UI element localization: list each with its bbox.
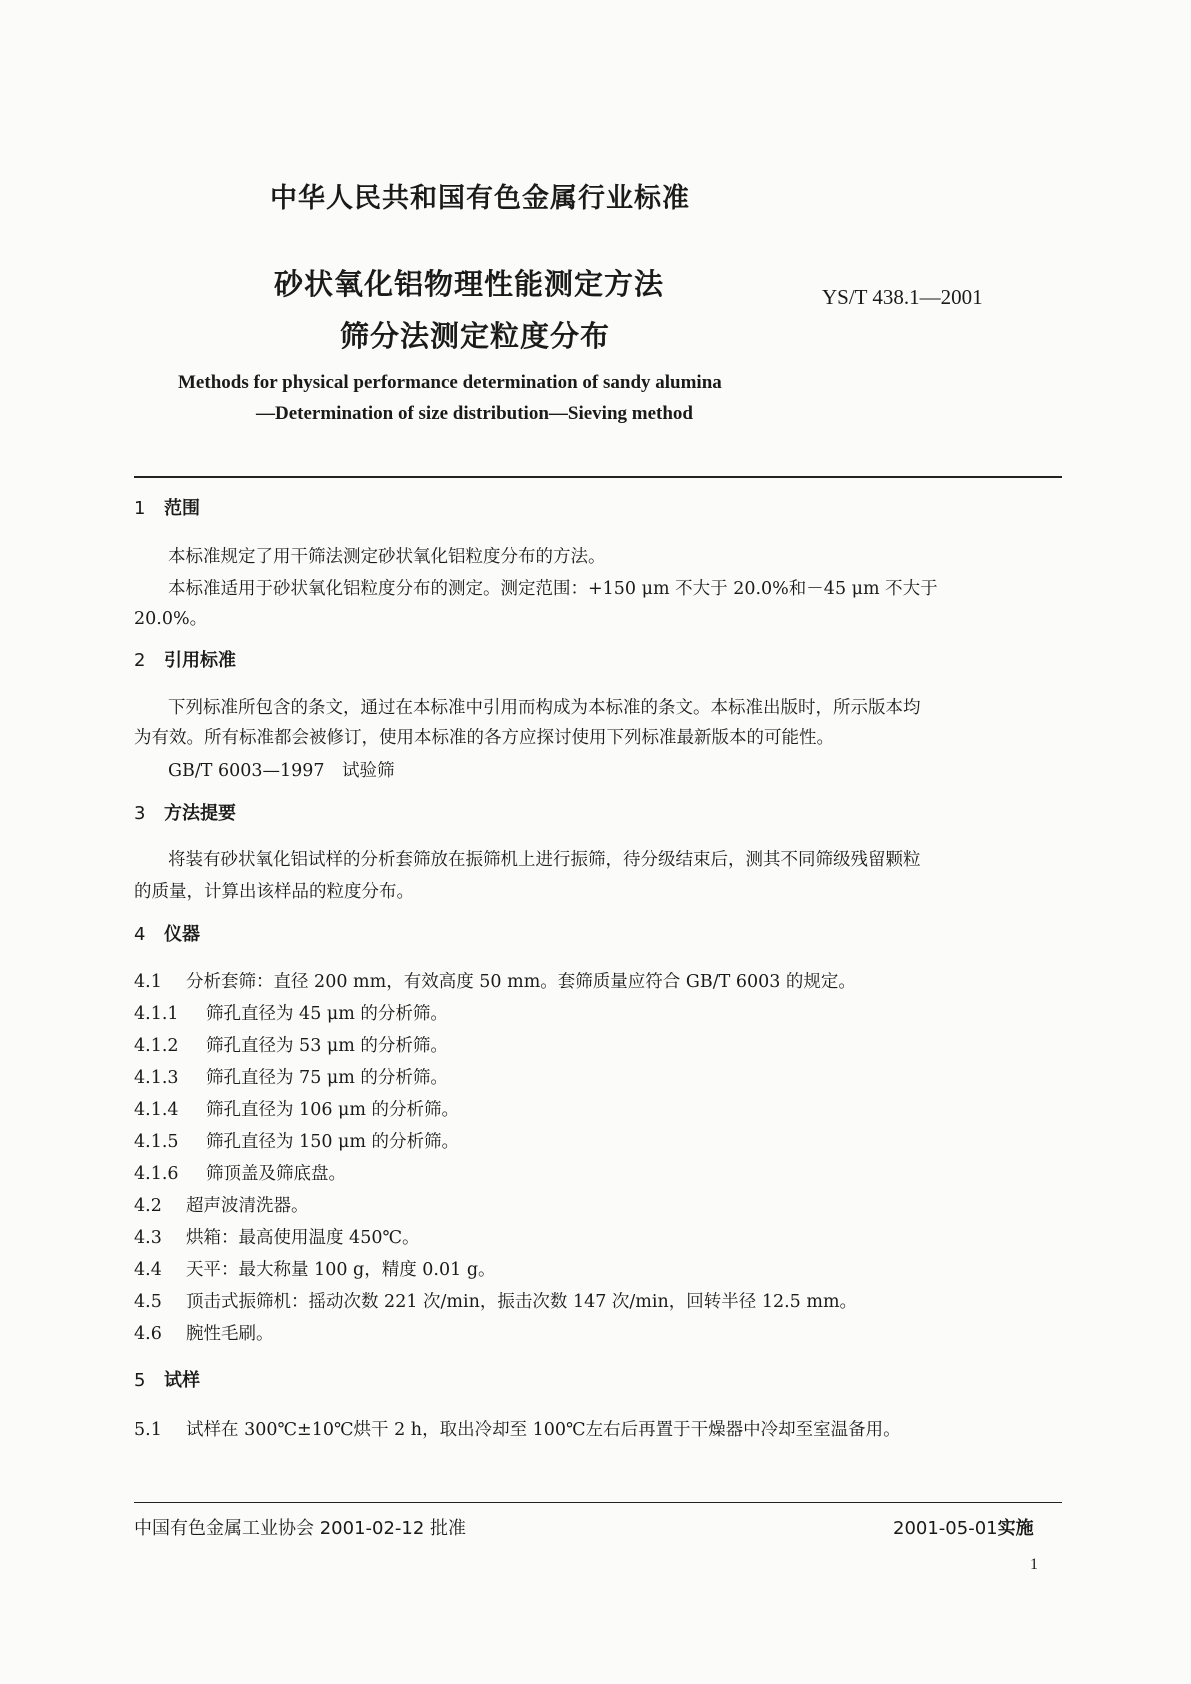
section-title: 引用标准: [164, 650, 236, 671]
section-title: 仪器: [164, 924, 200, 945]
list-item: 4.1.3 筛孔直径为 75 μm 的分析筛。: [134, 1068, 448, 1088]
document-title-line-2: 筛分法测定粒度分布: [340, 319, 611, 353]
section-3-paragraph-cont: 的质量，计算出该样品的粒度分布。: [134, 882, 414, 902]
section-5-heading: [134, 1366, 200, 1392]
list-item: 4.1 分析套筛：直径 200 mm，有效高度 50 mm。套筛质量应符合 GB/T 6003 的规定。: [134, 972, 856, 992]
section-number: 1: [134, 498, 146, 519]
list-item: 4.3 烘箱：最高使用温度 450℃。: [134, 1228, 420, 1248]
section-2-paragraph-cont: 为有效。所有标准都会被修订，使用本标准的各方应探讨使用下列标准最新版本的可能性。: [134, 728, 834, 748]
section-title: 范围: [164, 498, 200, 519]
section-title: 方法提要: [164, 803, 236, 824]
section-number: 5: [134, 1370, 146, 1391]
section-2-heading: [134, 646, 236, 672]
section-1-heading: [134, 494, 200, 520]
list-item: 4.1.5 筛孔直径为 150 μm 的分析筛。: [134, 1132, 460, 1152]
section-number: 2: [134, 650, 146, 671]
approval-statement: 中国有色金属工业协会 2001-02-12 批准: [134, 1518, 467, 1539]
standard-number: YS/T 438.1—2001: [822, 285, 983, 309]
footer-divider: [134, 1502, 1062, 1503]
section-3-heading: [134, 799, 236, 825]
list-item: 4.4 天平：最大称量 100 g，精度 0.01 g。: [134, 1260, 496, 1280]
implementation-label: 实施: [997, 1518, 1034, 1539]
list-item: 4.1.4 筛孔直径为 106 μm 的分析筛。: [134, 1100, 460, 1120]
list-item: 4.5 顶击式振筛机：摇动次数 221 次/min，振击次数 147 次/min，回转半径 12.5 mm。: [134, 1292, 858, 1312]
section-number: 4: [134, 924, 146, 945]
issuing-body-header: 中华人民共和国有色金属行业标准: [270, 183, 690, 214]
section-3-paragraph: 将装有砂状氧化铝试样的分析套筛放在振筛机上进行振筛，待分级结束后，测其不同筛级残留颗粒: [168, 850, 921, 870]
section-title: 试样: [164, 1370, 200, 1391]
section-1-paragraph-1: 本标准规定了用干筛法测定砂状氧化铝粒度分布的方法。: [168, 547, 606, 567]
section-2-paragraph: 下列标准所包含的条文，通过在本标准中引用而构成为本标准的条文。本标准出版时，所示版本均: [168, 698, 921, 718]
page-number: 1: [1030, 1556, 1038, 1573]
list-item: 5.1 试样在 300℃±10℃烘干 2 h，取出冷却至 100℃左右后再置于干燥器中冷却至室温备用。: [134, 1420, 901, 1440]
implementation-date: 2001-05-01: [893, 1518, 998, 1539]
section-1-paragraph-2-cont: 20.0%。: [134, 609, 208, 629]
list-item: 4.6 腕性毛刷。: [134, 1324, 274, 1344]
section-1-paragraph-2: 本标准适用于砂状氧化铝粒度分布的测定。测定范围：+150 μm 不大于 20.0%和－45 μm 不大于: [168, 579, 938, 599]
english-title-line-1: Methods for physical performance determination of sandy alumina: [178, 372, 722, 393]
normative-reference: GB/T 6003—1997 试验筛: [168, 761, 395, 781]
list-item: 4.1.2 筛孔直径为 53 μm 的分析筛。: [134, 1036, 448, 1056]
document-title-line-1: 砂状氧化铝物理性能测定方法: [274, 267, 665, 301]
list-item: 4.1.1 筛孔直径为 45 μm 的分析筛。: [134, 1004, 448, 1024]
implementation-statement: [893, 1514, 1034, 1540]
section-number: 3: [134, 803, 146, 824]
list-item: 4.1.6 筛顶盖及筛底盘。: [134, 1164, 346, 1184]
header-divider: [134, 476, 1062, 478]
english-title-line-2: —Determination of size distribution—Sieving method: [256, 403, 693, 424]
list-item: 4.2 超声波清洗器。: [134, 1196, 309, 1216]
section-4-heading: [134, 920, 200, 946]
